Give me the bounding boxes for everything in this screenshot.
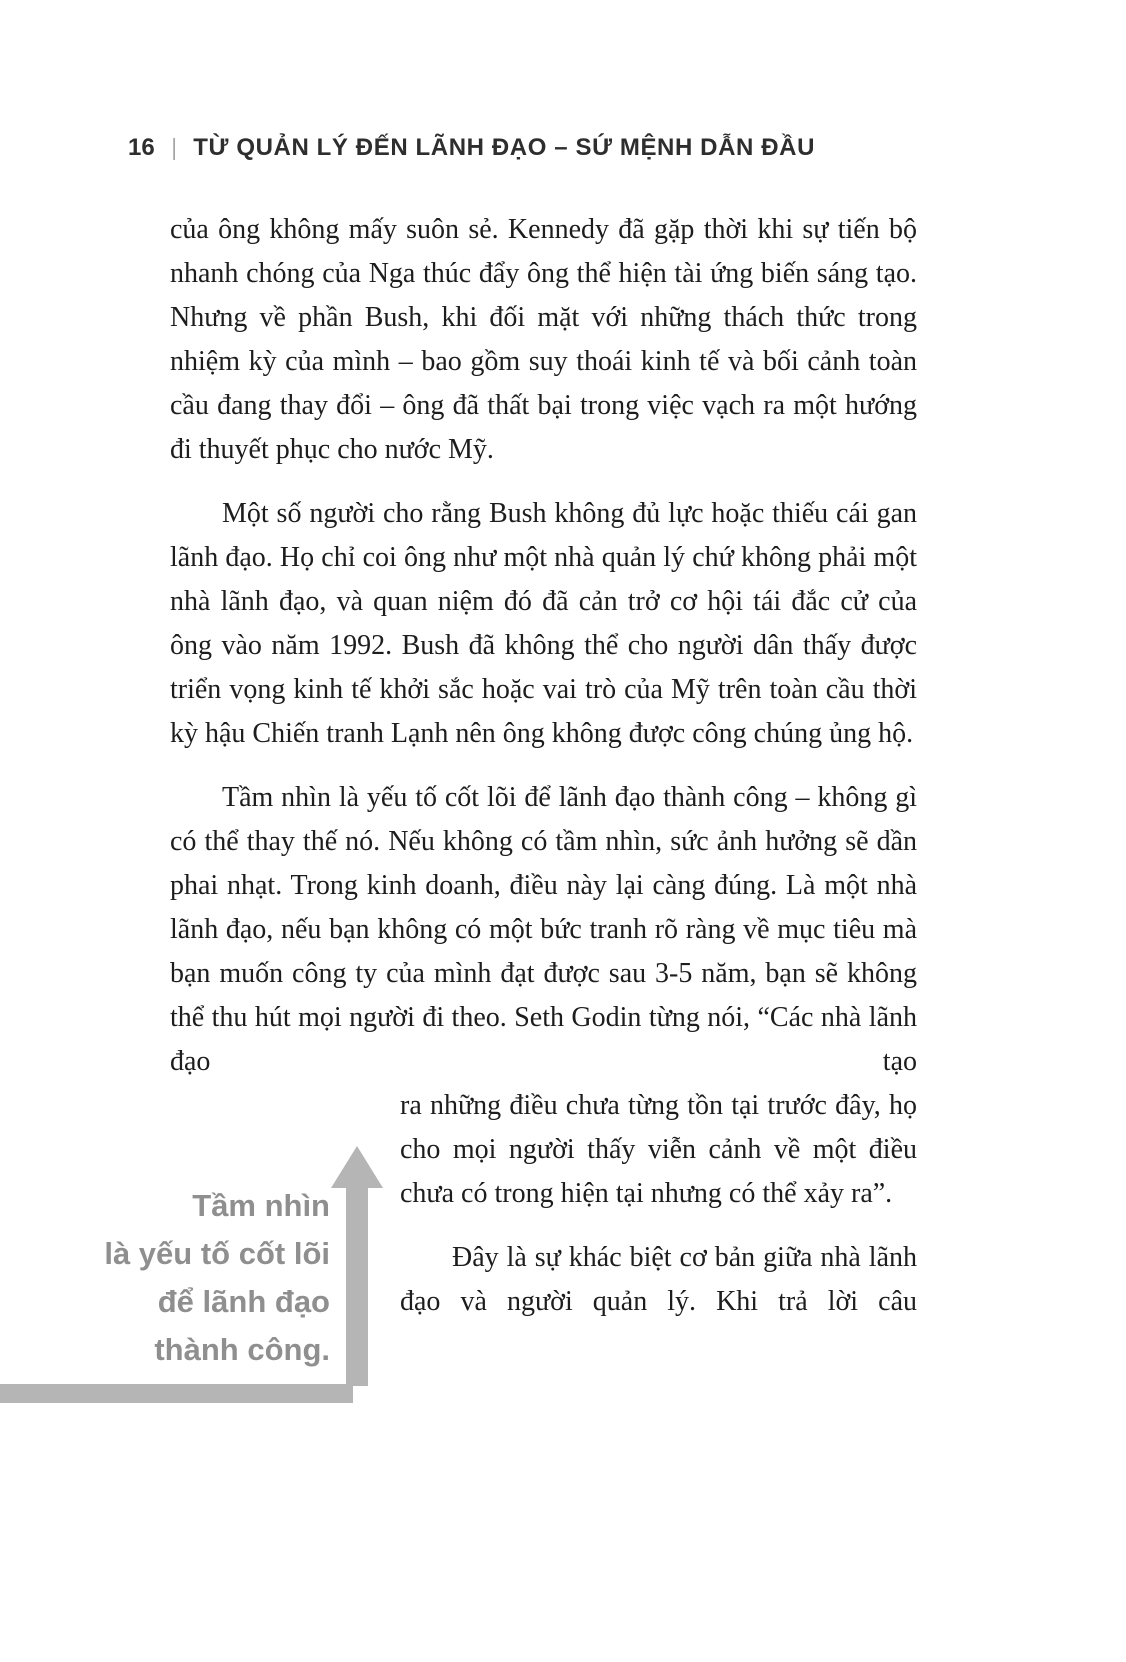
divider-bar: [0, 1384, 353, 1403]
header-separator: |: [171, 134, 177, 160]
pullquote-line: để lãnh đạo: [157, 1284, 330, 1319]
pullquote-line: là yếu tố cốt lõi: [104, 1236, 330, 1271]
pullquote: [55, 1182, 330, 1374]
pullquote-line: Tầm nhìn: [192, 1188, 330, 1223]
paragraph-3-full-width: Tầm nhìn là yếu tố cốt lõi để lãnh đạo thành công – không gì có thể thay thế nó. Nếu không có tầm nhìn, sức ảnh hưởng sẽ dần phai nhạt. Trong kinh doanh, điều này lại càng đúng. Là một nhà lãnh đạo, nếu bạn không có một bức tranh rõ ràng về mục tiêu mà bạn muốn công ty của mình đạt được sau 3-5 năm, bạn sẽ không thể thu hút mọi người đi theo. Seth Godin từng nói, “Các nhà lãnh đạo tạo: [170, 782, 917, 1077]
body-text: [170, 208, 917, 1324]
paragraph-3-wrapped: ra những điều chưa từng tồn tại trước đây, họ cho mọi người thấy viễn cảnh về một điều chưa có trong hiện tại nhưng có thể xảy ra”.: [400, 1090, 917, 1209]
paragraph-4-wrapped: Đây là sự khác biệt cơ bản giữa nhà lãnh đạo và người quản lý. Khi trả lời câu: [400, 1242, 917, 1317]
pullquote-line: thành công.: [154, 1332, 330, 1367]
running-header: [128, 134, 815, 162]
page-number: 16: [128, 134, 155, 161]
book-title: TỪ QUẢN LÝ ĐẾN LÃNH ĐẠO – SỨ MỆNH DẪN ĐẦU: [193, 134, 816, 161]
up-arrow-head-icon: [331, 1146, 383, 1188]
paragraph-1: của ông không mấy suôn sẻ. Kennedy đã gặp thời khi sự tiến bộ nhanh chóng của Nga thúc đẩy ông thể hiện tài ứng biến sáng tạo. Nhưng về phần Bush, khi đối mặt với những thách thức trong nhiệm kỳ của mình – bao gồm suy thoái kinh tế và bối cảnh toàn cầu đang thay đổi – ông đã thất bại trong việc vạch ra một hướng đi thuyết phục cho nước Mỹ.: [170, 214, 917, 465]
paragraph-2: Một số người cho rằng Bush không đủ lực hoặc thiếu cái gan lãnh đạo. Họ chỉ coi ông như một nhà quản lý chứ không phải một nhà lãnh đạo, và quan niệm đó đã cản trở cơ hội tái đắc cử của ông vào năm 1992. Bush đã không thể cho người dân thấy được triển vọng kinh tế khởi sắc hoặc vai trò của Mỹ trên toàn cầu thời kỳ hậu Chiến tranh Lạnh nên ông không được công chúng ủng hộ.: [170, 498, 917, 749]
up-arrow-shaft: [346, 1186, 368, 1386]
